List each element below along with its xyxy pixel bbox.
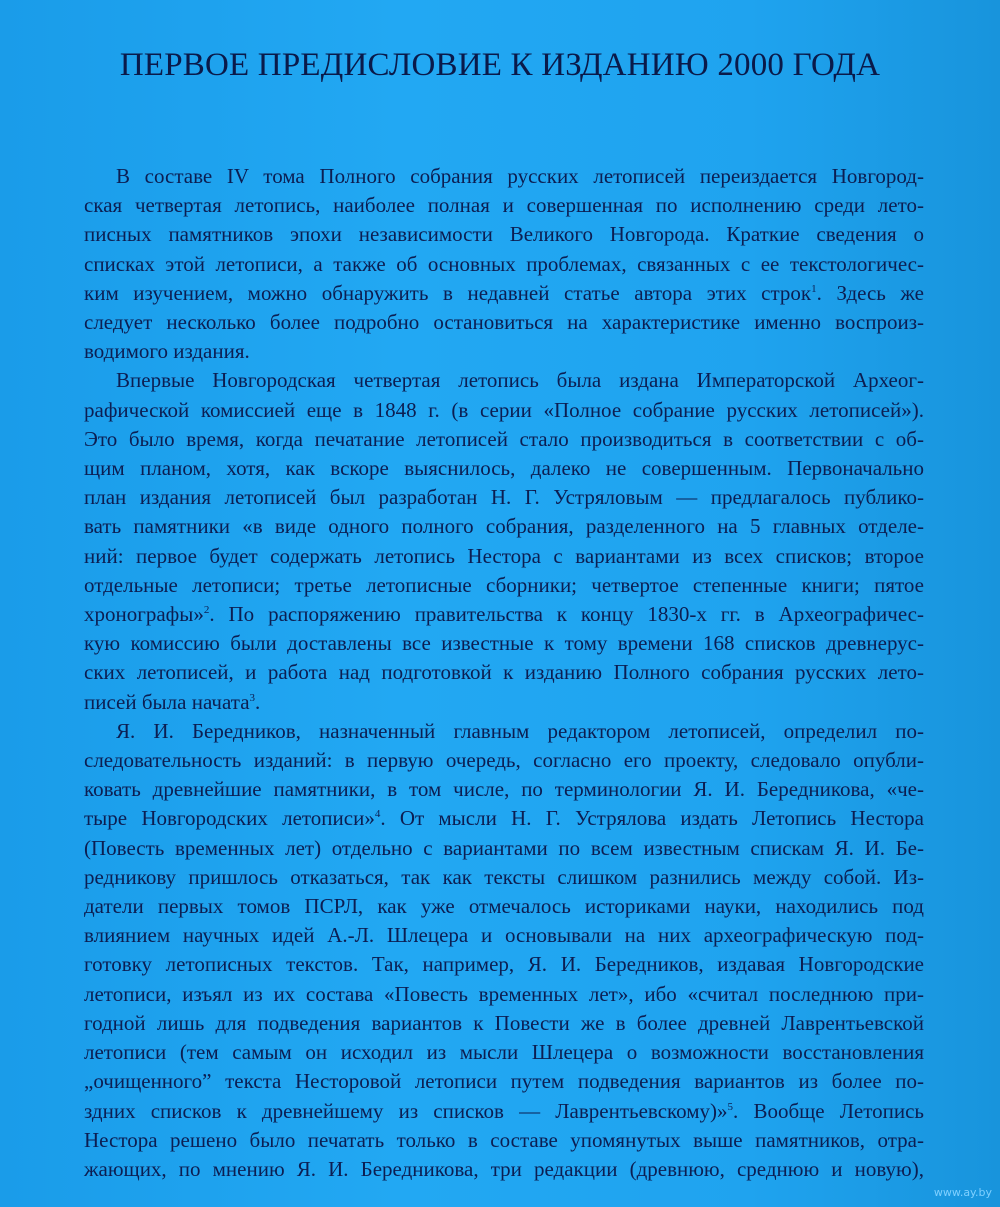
text-line: кую комиссию были доставлены все известные к тому времени 168 списков древнерус- (84, 631, 924, 656)
text-line: летописи (тем самым он исходил из мысли Шлецера о возможности восстановления (84, 1040, 924, 1065)
text-line: вать памятники «в виде одного полного собрания, разделенного на 5 главных отделе- (84, 514, 924, 539)
text-line: (Повесть временных лет) отдельно с вариантами по всем известным спискам Я. И. Бе- (84, 835, 924, 860)
text-line: следует несколько более подробно остановиться на характеристике именно воспроиз- (84, 310, 924, 335)
text-line (84, 804, 924, 833)
text-line: рафической комиссией еще в 1848 г. (в серии «Полное собрание русских летописей»). (84, 397, 924, 422)
text-line: ских летописей, и работа над подготовкой к изданию Полного собрания русских лето- (84, 660, 924, 685)
text-line: списках этой летописи, а также об основных проблемах, связанных с ее текстологичес- (84, 251, 924, 276)
text-line: ская четвертая летопись, наиболее полная и совершенная по исполнению среди лето- (84, 193, 924, 218)
text-segment: . По распоряжению правительства к концу 1830-х гг. в Археографичес- (209, 602, 924, 627)
text-line: редникову пришлось отказаться, так как тексты слишком разнились между собой. Из- (84, 864, 924, 889)
text-segment: писей была начата (84, 689, 250, 714)
text-line (84, 600, 924, 629)
text-line: следовательность изданий: в первую очередь, согласно его проекту, следовало опубли- (84, 748, 924, 773)
text-line (84, 1097, 924, 1126)
body-text (84, 162, 924, 1184)
footnote-ref-5: 5 (727, 1100, 734, 1113)
text-line: Я. И. Бередников, назначенный главным редактором летописей, определил по- (116, 718, 924, 743)
text-segment: . От мысли Н. Г. Устрялова издать Летопись Нестора (380, 806, 924, 831)
text-line: В составе IV тома Полного собрания русских летописей переиздается Новгород- (116, 164, 924, 188)
text-line: щим планом, хотя, как вскоре выяснилось, далеко не совершенным. Первоначально (84, 456, 924, 481)
text-segment: тыре Новгородских летописи» (84, 806, 375, 831)
text-line: Это было время, когда печатание летописей стало производиться в соответствии с об- (84, 426, 924, 451)
page-title: ПЕРВОЕ ПРЕДИСЛОВИЕ К ИЗДАНИЮ 2000 ГОДА (119, 47, 881, 83)
text-segment: . (255, 689, 261, 714)
text-line: план издания летописей был разработан Н. Г. Устряловым — предлагалось публико- (84, 485, 924, 510)
text-line: летописи, изъял из их состава «Повесть временных лет», ибо «считал последнюю при- (84, 981, 924, 1006)
text-line: влиянием научных идей А.-Л. Шлецера и основывали на них археографическую под- (84, 923, 924, 948)
text-line: писных памятников эпохи независимости Великого Новгорода. Краткие сведения о (84, 222, 924, 247)
text-line: Нестора решено было печатать только в составе упомянутых выше памятников, отра- (84, 1127, 924, 1152)
text-line: ковать древнейшие памятники, в том числе, по терминологии Я. И. Бередникова, «че- (84, 777, 924, 802)
text-line: „очищенного” текста Несторовой летописи путем подведения вариантов из более по- (84, 1069, 924, 1094)
footnote-ref-3: 3 (249, 691, 256, 704)
text-segment: ким изучением, можно обнаружить в недавней статье автора этих строк (84, 280, 812, 305)
text-line: жающих, по мнению Я. И. Бередникова, три редакции (древнюю, среднюю и новую), (84, 1156, 924, 1181)
text-segment: . Вообще Летопись (733, 1098, 924, 1123)
footnote-ref-2: 2 (203, 604, 210, 617)
text-line (84, 279, 924, 308)
text-line: отдельные летописи; третье летописные сборники; четвертое степенные книги; пятое (84, 572, 924, 597)
text-line: годной лишь для подведения вариантов к Повести же в более древней Лаврентьевской (84, 1010, 924, 1035)
text-line: Впервые Новгородская четвертая летопись была издана Императорской Археог- (116, 368, 924, 393)
text-segment: хронографы» (84, 602, 204, 627)
text-line: готовку летописных текстов. Так, например, Я. И. Бередников, издавая Новгородские (84, 952, 924, 977)
footnote-ref-4: 4 (374, 808, 381, 821)
text-line: водимого издания. (84, 339, 250, 364)
footnote-ref-1: 1 (811, 282, 817, 295)
watermark: www.ay.by (933, 1186, 992, 1199)
text-line: ний: первое будет содержать летопись Нестора с вариантами из всех списков; второе (84, 543, 924, 568)
text-segment: здних списков к древнейшему из списков — Лаврентьевскому)» (84, 1098, 728, 1123)
text-line: датели первых томов ПСРЛ, как уже отмечалось историками науки, находились под (84, 894, 924, 919)
text-segment: . Здесь же (816, 280, 924, 305)
text-line (84, 688, 924, 717)
